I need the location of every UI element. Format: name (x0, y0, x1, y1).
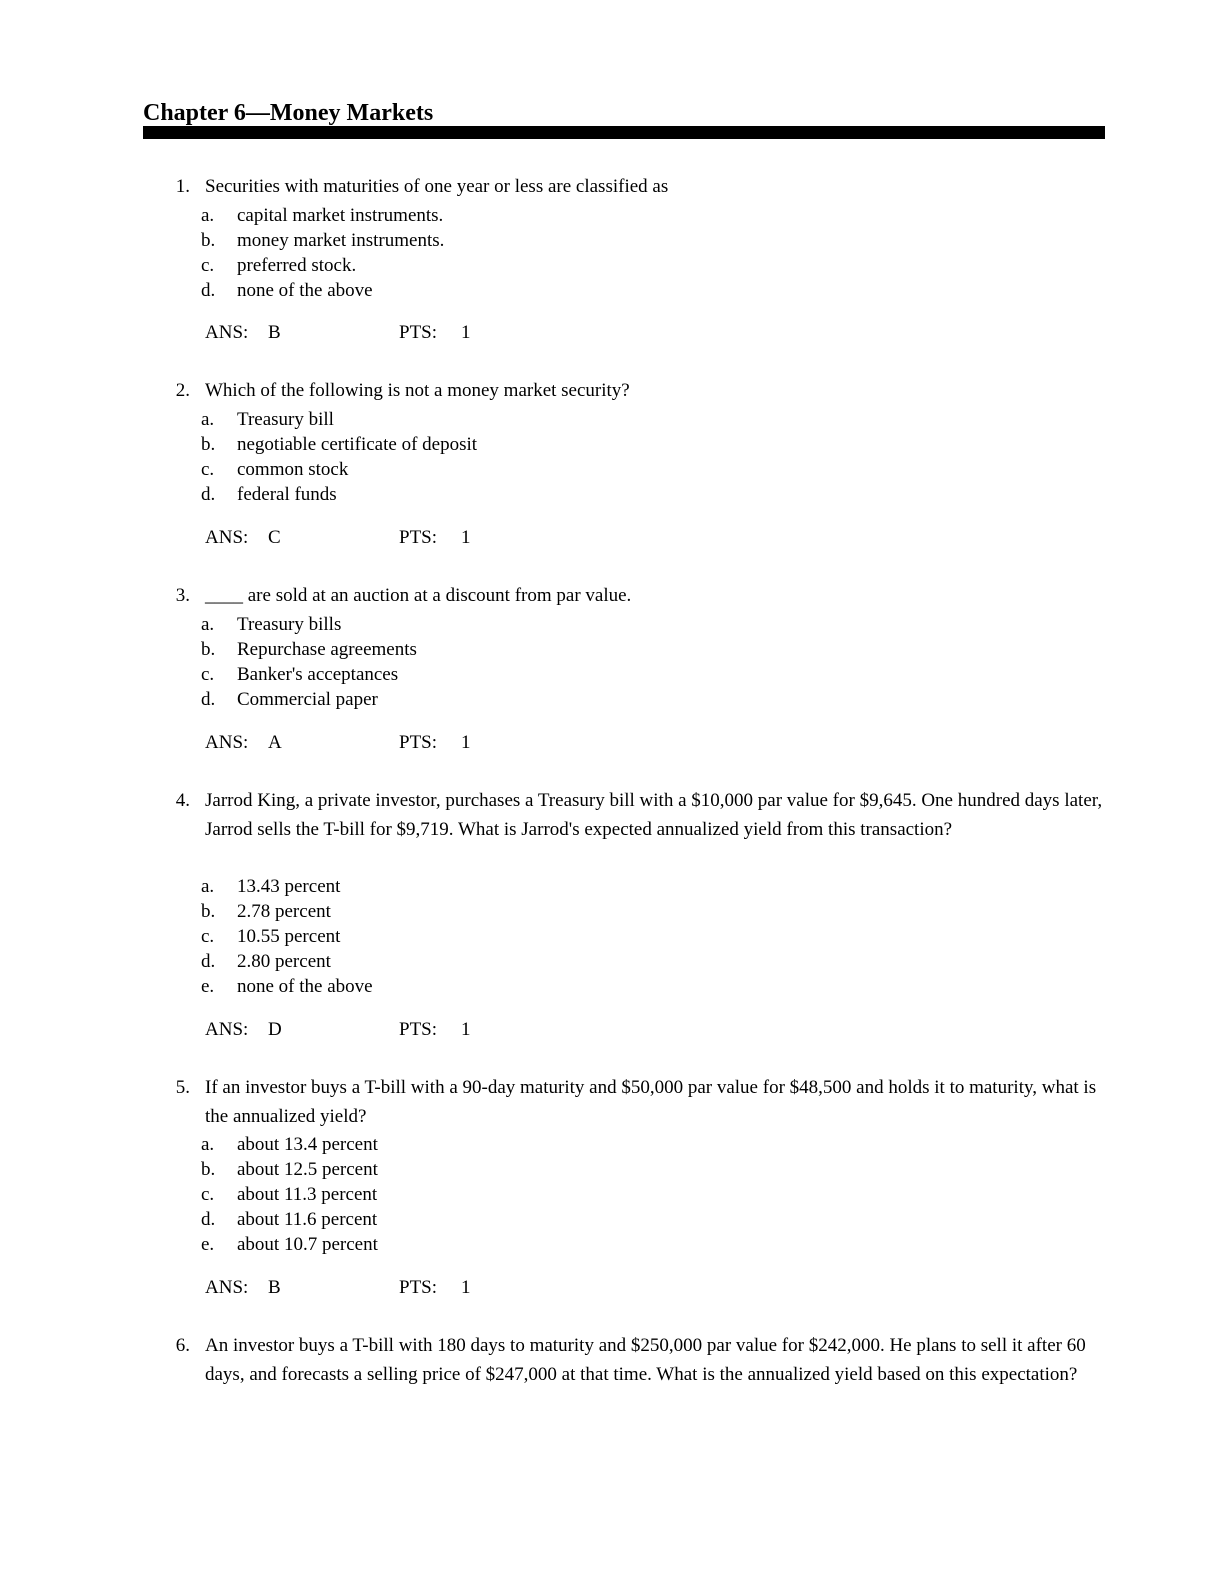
option-text: about 13.4 percent (237, 1134, 378, 1155)
answer-value: D (268, 1019, 282, 1040)
question-stem: Jarrod King, a private investor, purchases a Treasury bill with a $10,000 par value for $9,645. One hundred days later, Jarrod sells the T-bill for $9,719. What is Jarrod's expected annualized yield from this transaction? (205, 790, 1103, 840)
option-text: Banker's acceptances (237, 664, 399, 685)
points-label: PTS: (399, 1277, 438, 1298)
points-label: PTS: (399, 322, 438, 343)
option-letter: d. (201, 951, 216, 972)
option-text: none of the above (237, 280, 373, 301)
points-value: 1 (461, 1019, 471, 1040)
answer-value: A (268, 732, 282, 753)
question-number: 3. (175, 585, 190, 606)
option-text: 2.78 percent (237, 901, 331, 922)
option-letter: a. (201, 614, 215, 635)
option-letter: a. (201, 1134, 215, 1155)
question-number: 2. (175, 380, 190, 401)
option-letter: c. (201, 1184, 215, 1205)
option-text: Treasury bills (237, 614, 342, 635)
option-text: Repurchase agreements (237, 639, 417, 660)
option-text: federal funds (237, 484, 337, 505)
points-value: 1 (461, 732, 471, 753)
option-text: 13.43 percent (237, 876, 341, 897)
option-text: about 11.6 percent (237, 1209, 378, 1230)
answer-label: ANS: (205, 1019, 249, 1040)
points-label: PTS: (399, 527, 438, 548)
answer-value: B (268, 322, 281, 343)
question-number: 1. (175, 176, 190, 197)
option-text: negotiable certificate of deposit (237, 434, 478, 455)
option-letter: b. (201, 639, 216, 660)
option-letter: a. (201, 876, 215, 897)
points-value: 1 (461, 527, 471, 548)
answer-label: ANS: (205, 732, 249, 753)
option-text: money market instruments. (237, 230, 445, 251)
question-stem: Securities with maturities of one year or less are classified as (205, 176, 669, 197)
option-text: 10.55 percent (237, 926, 341, 947)
option-text: 2.80 percent (237, 951, 331, 972)
option-letter: b. (201, 901, 216, 922)
option-letter: c. (201, 926, 215, 947)
title-rule (143, 126, 1105, 139)
answer-label: ANS: (205, 322, 249, 343)
option-letter: d. (201, 1209, 216, 1230)
option-letter: e. (201, 1234, 215, 1255)
answer-value: B (268, 1277, 281, 1298)
option-text: about 12.5 percent (237, 1159, 378, 1180)
option-letter: d. (201, 280, 216, 301)
option-letter: c. (201, 255, 215, 276)
option-letter: a. (201, 205, 215, 226)
option-letter: d. (201, 689, 216, 710)
option-text: common stock (237, 459, 349, 480)
option-text: capital market instruments. (237, 205, 444, 226)
question-number: 5. (175, 1077, 190, 1098)
option-text: none of the above (237, 976, 373, 997)
points-value: 1 (461, 1277, 471, 1298)
question-number: 4. (175, 790, 190, 811)
question-stem: If an investor buys a T-bill with a 90-day maturity and $50,000 par value for $48,500 and holds it to maturity, what is the annualized yield? (205, 1077, 1097, 1127)
answer-value: C (268, 527, 281, 548)
option-text: about 11.3 percent (237, 1184, 378, 1205)
question-stem: ____ are sold at an auction at a discount from par value. (205, 585, 632, 606)
option-letter: c. (201, 459, 215, 480)
option-letter: a. (201, 409, 215, 430)
answer-label: ANS: (205, 527, 249, 548)
answer-label: ANS: (205, 1277, 249, 1298)
chapter-title: Chapter 6—Money Markets (143, 100, 434, 126)
points-label: PTS: (399, 1019, 438, 1040)
option-letter: b. (201, 1159, 216, 1180)
option-text: preferred stock. (237, 255, 357, 276)
question-stem: Which of the following is not a money market security? (205, 380, 630, 401)
option-letter: b. (201, 230, 216, 251)
points-value: 1 (461, 322, 471, 343)
option-letter: e. (201, 976, 215, 997)
option-letter: b. (201, 434, 216, 455)
points-label: PTS: (399, 732, 438, 753)
option-letter: c. (201, 664, 215, 685)
option-text: about 10.7 percent (237, 1234, 378, 1255)
option-text: Treasury bill (237, 409, 334, 430)
question-number: 6. (175, 1335, 190, 1356)
option-text: Commercial paper (237, 689, 378, 710)
option-letter: d. (201, 484, 216, 505)
question-stem: An investor buys a T-bill with 180 days to maturity and $250,000 par value for $242,000. He plans to sell it after 60 days, and forecasts a selling price of $247,000 at that time. What is the annualized yield based on this expectation? (205, 1335, 1086, 1385)
